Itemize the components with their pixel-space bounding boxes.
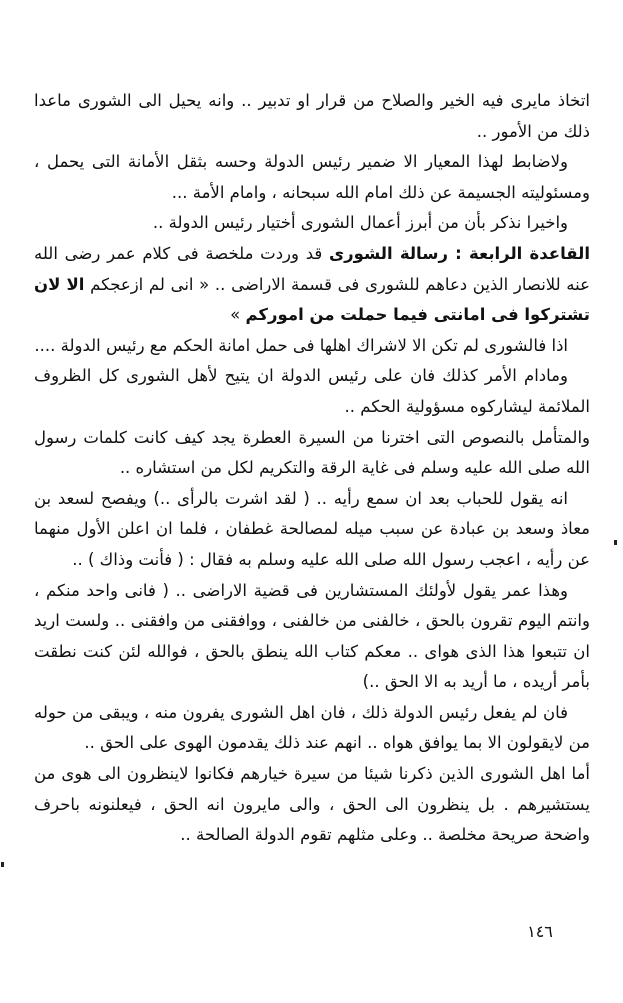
paragraph-8: انه يقول للحباب بعد ان سمع رأيه .. ( لقد اشرت بالرأى ..) ويفصح لسعد بن معاذ وسعد بن عبادة عن سبب ميله لمصالحة غطفان ، فلما ان اعلن الأول منهما عن رأيه ، اعجب رسول الله صلى الله عليه وسلم به فقال : ( فأنت وذاك ) .. — [34, 488, 590, 569]
body-text — [34, 86, 590, 851]
paragraph-5: اذا فالشورى لم تكن الا لاشراك اهلها فى حمل امانة الحكم مع رئيس الدولة .... — [34, 335, 568, 355]
paragraph-10: فان لم يفعل رئيس الدولة ذلك ، فان اهل الشورى يفرون منه ، ويبقى من حوله من لايقولون الا بما يوافق هواه .. انهم عند ذلك يقدمون الهوى على الحق .. — [34, 702, 590, 753]
paragraph-7: والمتأمل بالنصوص التى اخترنا من السيرة العطرة يجد كيف كانت كلمات رسول الله صلى الله عليه وسلم فى غاية الرقة والتكريم لكل من استشاره .. — [34, 427, 590, 478]
rule-four-quote: الا لان تشتركوا فى امانتى فيما حملت من اموركم — [34, 274, 590, 325]
paragraph-4 — [34, 239, 590, 331]
scan-edge-mark — [1, 862, 4, 867]
scan-edge-mark — [614, 540, 617, 545]
rule-four-heading: القاعدة الرابعة : رسالة الشورى — [329, 243, 590, 263]
rule-four-quote-close: » — [230, 305, 246, 325]
paragraph-6: ومادام الأمر كذلك فان على رئيس الدولة ان يتيح لأهل الشورى كل الظروف الملائمة ليشاركوه مسؤولية الحكم .. — [34, 366, 590, 416]
paragraph-3: واخيرا نذكر بأن من أبرز أعمال الشورى أختيار رئيس الدولة .. — [152, 213, 568, 233]
paragraph-2: ولاضابط لهذا المعيار الا ضمير رئيس الدولة وحسه بثقل الأمانة التى يحمل ، ومسئوليته الجسيمة عن ذلك امام الله سبحانه ، وامام الأمة ... — [34, 152, 590, 202]
paragraph-1: اتخاذ مايرى فيه الخير والصلاح من قرار او تدبير .. وانه يحيل الى الشورى ماعدا ذلك من الأمور .. — [34, 91, 590, 141]
paragraph-11: أما اهل الشورى الذين ذكرنا شيئا من سيرة خيارهم فكانوا لاينظرون الى هوى من يستشيرهم . بل ينظرون الى الحق ، والى مايرون انه الحق ، فيعلنونه باحرف واضحة صريحة مخلصة .. وعلى مثلهم تقوم الدولة الصالحة .. — [34, 764, 590, 845]
paragraph-9: وهذا عمر يقول لأولئك المستشارين فى قضية الاراضى .. ( فانى واحد منكم ، وانتم اليوم تقرون بالحق ، خالفنى من خالفنى ، ووافقنى من وافقنى .. ولست اريد ان تتبعوا هذا الذى هواى .. معكم كتاب الله ينطق بالحق ، فوالله لئن كنت نطقت بأمر أريده ، ما أريد به الا الحق ..) — [34, 580, 590, 692]
page-number: ١٤٦ — [527, 922, 553, 941]
rule-four-text: قد وردت ملخصة فى كلام عمر رضى الله عنه للانصار الذين دعاهم للشورى فى قسمة الاراضى .. « انى لم ازعجكم — [34, 243, 590, 294]
